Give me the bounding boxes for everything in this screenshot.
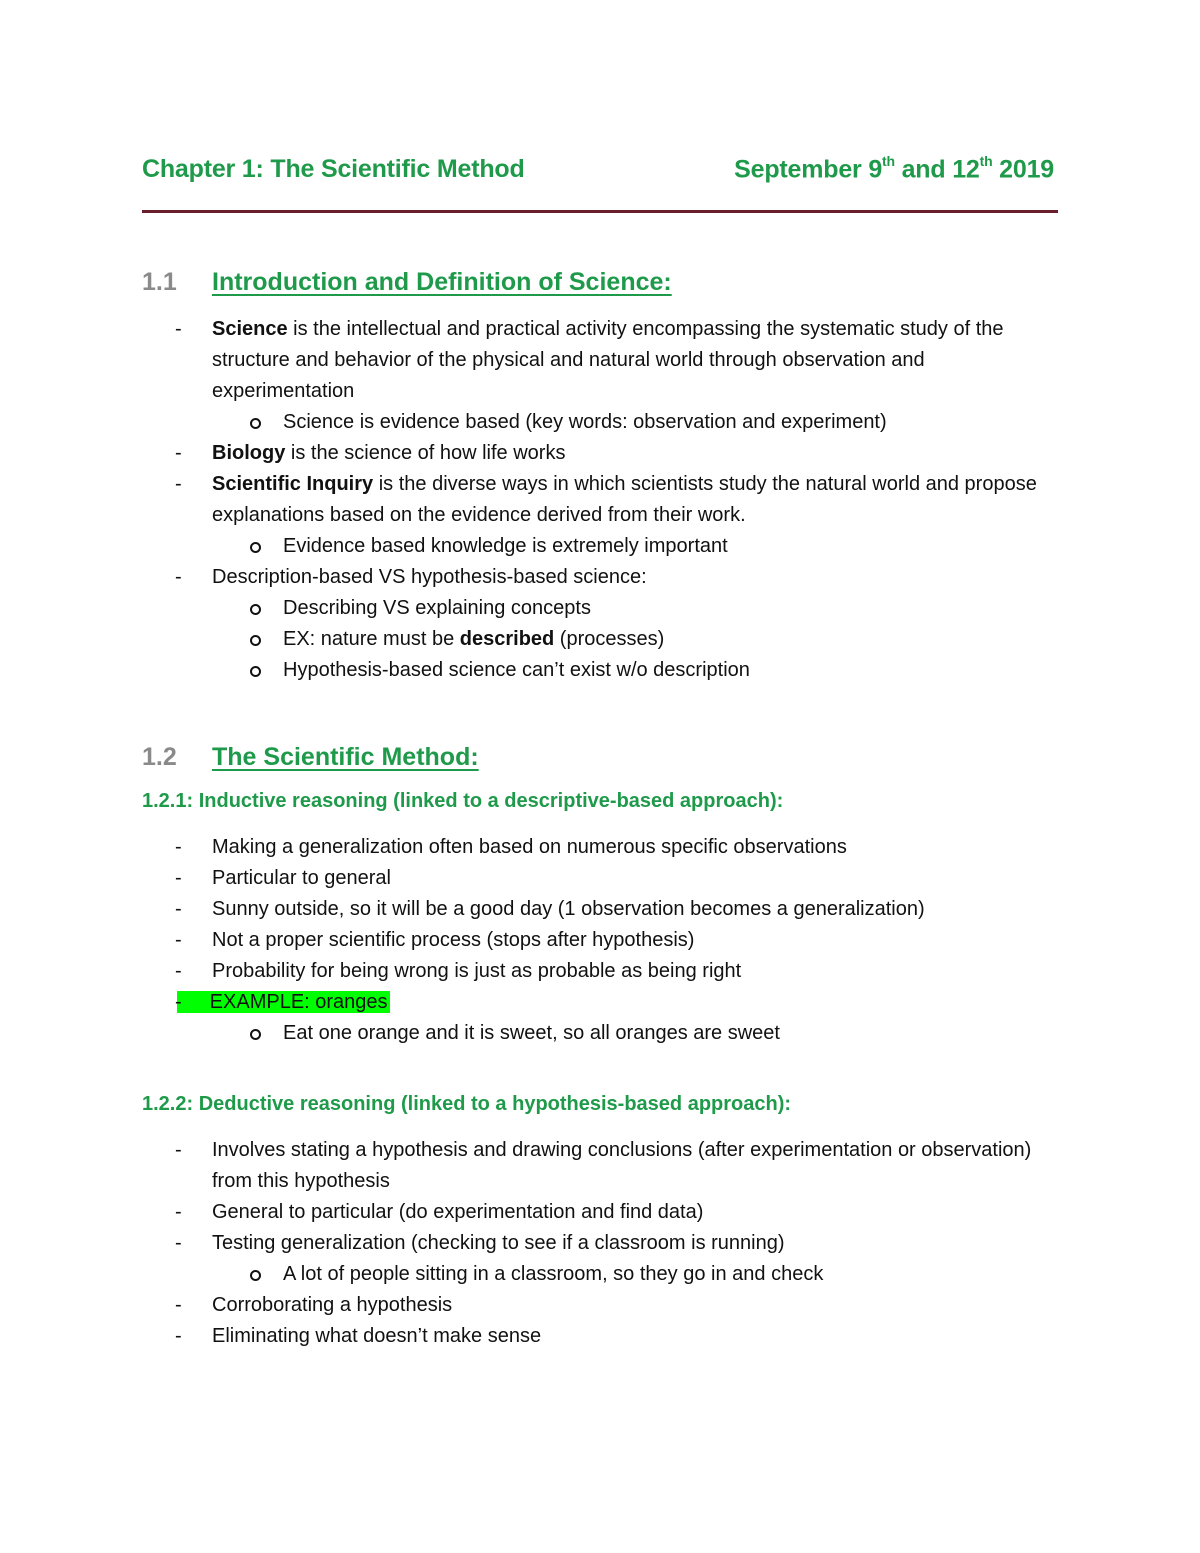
subitem-text: Hypothesis-based science can’t exist w/o description bbox=[283, 659, 750, 681]
subsection-heading-1-2-2: 1.2.2: Deductive reasoning (linked to a hypothesis-based approach): bbox=[142, 1093, 792, 1115]
term-described: described bbox=[459, 628, 555, 650]
list-item bbox=[142, 1290, 1062, 1321]
term-scientific-inquiry: Scientific Inquiry bbox=[212, 473, 374, 495]
date-sup-a: th bbox=[882, 153, 895, 169]
circle-bullet-icon bbox=[250, 542, 261, 553]
item-text: Corroborating a hypothesis bbox=[212, 1294, 453, 1316]
subitem-text: A lot of people sitting in a classroom, so they go in and check bbox=[283, 1263, 824, 1285]
list-item bbox=[142, 1135, 1062, 1197]
item-text: Sunny outside, so it will be a good day (1 observation becomes a generalization) bbox=[212, 898, 925, 920]
item-text: Not a proper scientific process (stops after hypothesis) bbox=[212, 929, 695, 951]
circle-bullet-icon bbox=[250, 635, 261, 646]
date-sup-b: th bbox=[979, 153, 993, 169]
item-text: Probability for being wrong is just as probable as being right bbox=[212, 960, 742, 982]
list-item bbox=[142, 1197, 1062, 1228]
list-subitem bbox=[142, 1018, 1062, 1049]
list-item bbox=[142, 314, 1062, 407]
chapter-title: Chapter 1: The Scientific Method bbox=[142, 155, 525, 183]
list-subitem bbox=[142, 407, 1062, 438]
circle-bullet-icon bbox=[250, 604, 261, 615]
definition-science: is the intellectual and practical activity encompassing the systematic study of the structure and behavior of the physical and natural world through observation and experimentation bbox=[212, 318, 1004, 402]
list-subitem bbox=[142, 624, 1062, 655]
section-1-1-list bbox=[142, 314, 1062, 686]
list-item bbox=[142, 562, 1062, 593]
circle-bullet-icon bbox=[250, 666, 261, 677]
item-text: Involves stating a hypothesis and drawing conclusions (after experimentation or observation) from this hypothesis bbox=[212, 1139, 1032, 1192]
subitem-text: EX: nature must be bbox=[283, 628, 460, 650]
list-item bbox=[142, 832, 1062, 863]
list-item bbox=[142, 438, 1062, 469]
subsection-heading-1-2-1: 1.2.1: Inductive reasoning (linked to a descriptive-based approach): bbox=[142, 790, 784, 812]
item-text: General to particular (do experimentation and find data) bbox=[212, 1201, 704, 1223]
definition-biology: is the science of how life works bbox=[285, 442, 566, 464]
list-item bbox=[142, 863, 1062, 894]
list-item bbox=[142, 894, 1062, 925]
item-text: Description-based VS hypothesis-based science: bbox=[212, 566, 647, 588]
section-heading-1-2 bbox=[142, 743, 479, 772]
section-title: The Scientific Method: bbox=[212, 743, 479, 771]
deductive-list bbox=[142, 1135, 1062, 1352]
list-item bbox=[142, 1321, 1062, 1352]
date-part-a: September 9 bbox=[734, 155, 883, 184]
section-number: 1.1 bbox=[142, 268, 177, 296]
subitem-text: Describing VS explaining concepts bbox=[283, 597, 591, 619]
highlight-mark bbox=[177, 991, 390, 1013]
subitem-text: Evidence based knowledge is extremely important bbox=[283, 535, 728, 557]
item-text: Making a generalization often based on numerous specific observations bbox=[212, 836, 847, 858]
list-subitem bbox=[142, 531, 1062, 562]
definition-scientific-inquiry: is the diverse ways in which scientists study the natural world and propose explanations based on the evidence derived from their work. bbox=[212, 473, 1037, 526]
item-text: Eliminating what doesn’t make sense bbox=[212, 1325, 542, 1347]
list-item bbox=[142, 956, 1062, 987]
subitem-text: (processes) bbox=[554, 628, 665, 650]
term-biology: Biology bbox=[212, 442, 286, 464]
inductive-list bbox=[142, 832, 1062, 1049]
subitem-text: Eat one orange and it is sweet, so all oranges are sweet bbox=[283, 1022, 780, 1044]
list-subitem bbox=[142, 593, 1062, 624]
list-subitem bbox=[142, 655, 1062, 686]
item-text: Testing generalization (checking to see if a classroom is running) bbox=[212, 1232, 785, 1254]
term-science: Science bbox=[212, 318, 288, 340]
highlighted-list-item bbox=[142, 987, 1062, 1018]
list-item bbox=[142, 925, 1062, 956]
list-item bbox=[142, 469, 1062, 531]
section-number: 1.2 bbox=[142, 743, 177, 771]
circle-bullet-icon bbox=[250, 1029, 261, 1040]
list-item bbox=[142, 1228, 1062, 1259]
example-text: EXAMPLE: oranges bbox=[209, 991, 388, 1013]
item-text: Particular to general bbox=[212, 867, 391, 889]
date-part-end: 2019 bbox=[992, 155, 1054, 184]
section-title: Introduction and Definition of Science: bbox=[212, 268, 672, 296]
list-subitem bbox=[142, 1259, 1062, 1290]
circle-bullet-icon bbox=[250, 1270, 261, 1281]
header-rule bbox=[142, 210, 1058, 213]
subitem-text: Science is evidence based (key words: observation and experiment) bbox=[283, 411, 887, 433]
circle-bullet-icon bbox=[250, 418, 261, 429]
section-heading-1-1 bbox=[142, 268, 672, 297]
chapter-date bbox=[734, 155, 1054, 184]
date-part-mid: and 12 bbox=[894, 155, 980, 184]
dash-glyph: - bbox=[175, 991, 182, 1013]
